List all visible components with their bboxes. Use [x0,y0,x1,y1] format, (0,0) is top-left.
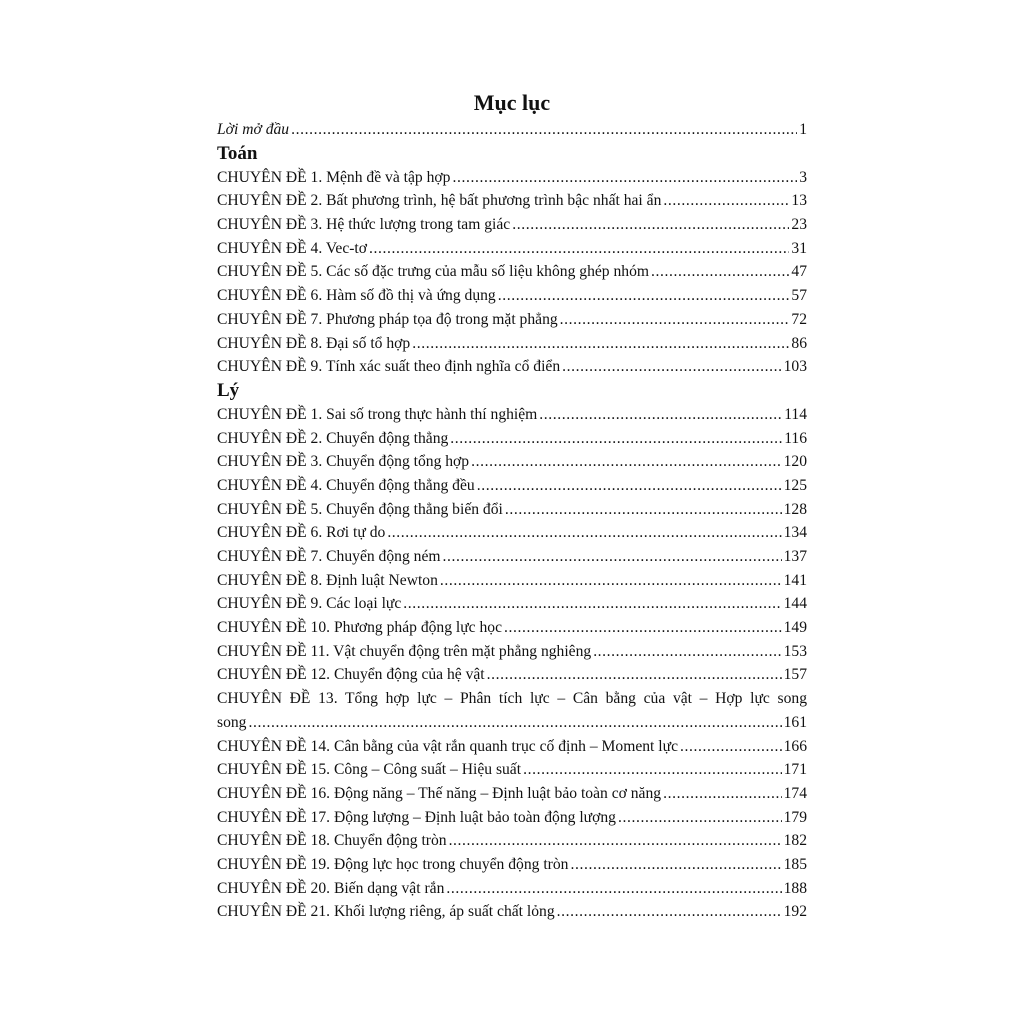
dot-leader [663,189,789,213]
toc-entry-label: CHUYÊN ĐỀ 18. Chuyển động tròn [217,832,447,850]
toc-page-number: 1 [799,121,807,138]
dot-leader [512,213,789,237]
toc-entry[interactable] [217,237,807,261]
toc-entry-label: CHUYÊN ĐỀ 6. Rơi tự do [217,524,386,542]
toc-page-number: 185 [783,855,807,873]
toc-entry[interactable] [217,521,807,545]
toc-entry[interactable] [217,758,807,782]
toc-entry-label: CHUYÊN ĐỀ 11. Vật chuyển động trên mặt phẳng nghiêng [217,642,592,660]
toc-entry-label: CHUYÊN ĐỀ 1. Mệnh đề và tập hợp [217,168,451,186]
toc-page-number: 114 [784,405,807,423]
toc-entry[interactable] [217,782,807,806]
toc-page-number: 171 [783,761,807,779]
page-title: Mục lục [473,90,551,115]
toc-page-number: 153 [783,642,807,660]
toc-page-number: 128 [783,500,807,518]
dot-leader [403,592,781,616]
toc-entry-label: CHUYÊN ĐỀ 5. Chuyển động thẳng biến đổi [217,500,503,518]
toc-entry[interactable] [217,877,807,901]
toc-entry[interactable] [217,474,807,498]
toc-entry-label: CHUYÊN ĐỀ 9. Tính xác suất theo định nghĩa cổ điển [217,358,561,376]
toc-entry[interactable] [217,403,807,427]
toc-entry[interactable] [217,900,807,924]
toc-entry[interactable] [217,498,807,522]
dot-leader [505,498,782,522]
toc-entry-intro[interactable] [217,118,807,142]
dot-leader [523,758,782,782]
toc-page-number: 120 [783,453,807,471]
toc-entry-label: CHUYÊN ĐỀ 7. Chuyển động ném [217,548,441,565]
toc-page-number: 141 [783,571,807,589]
toc-entry-label: CHUYÊN ĐỀ 2. Bất phương trình, hệ bất phương trình bậc nhất hai ẩn [217,192,662,210]
dot-leader [618,806,782,830]
toc-entry-label: CHUYÊN ĐỀ 6. Hàm số đồ thị và ứng dụng [217,287,496,305]
dot-leader [680,735,782,759]
toc-entry-label: CHUYÊN ĐỀ 3. Hệ thức lượng trong tam giác [217,216,511,234]
toc-page-number: 3 [799,168,807,186]
toc-entry[interactable] [217,640,807,664]
toc-entry-label: CHUYÊN ĐỀ 20. Biến dạng vật rắn [217,879,445,897]
toc-entry[interactable] [217,355,807,379]
dot-leader [412,332,789,356]
toc-entry-label: CHUYÊN ĐỀ 1. Sai số trong thực hành thí nghiệm [217,405,538,423]
toc-entry[interactable] [217,853,807,877]
dot-leader [471,450,782,474]
toc-entry-label: CHUYÊN ĐỀ 4. Chuyển động thẳng đều [217,476,475,494]
toc-entry-label: CHUYÊN ĐỀ 17. Động lượng – Định luật bảo toàn động lượng [217,808,616,826]
toc-entry-label: CHUYÊN ĐỀ 16. Động năng – Thế năng – Định luật bảo toàn cơ năng [217,784,662,802]
toc-entry-label: CHUYÊN ĐỀ 3. Chuyển động tổng hợp [217,453,470,471]
toc-entry-label: CHUYÊN ĐỀ 2. Chuyển động thẳng [217,429,449,447]
toc-entry[interactable] [217,260,807,284]
toc-page-number: 188 [783,879,807,897]
dot-leader [560,308,790,332]
toc-page-number: 182 [783,832,807,850]
dot-leader [440,569,782,593]
toc-entry[interactable] [217,735,807,759]
toc-entry-label: CHUYÊN ĐỀ 7. Phương pháp tọa độ trong mặt phẳng [217,310,558,328]
toc-entry-label: CHUYÊN ĐỀ 12. Chuyển động của hệ vật [217,666,485,684]
toc-entry-label-line2: song [217,713,247,731]
toc-page-number: 57 [791,287,807,305]
toc-entry-label: CHUYÊN ĐỀ 14. Cân bằng của vật rắn quanh trục cố định – Moment lực [217,737,678,755]
toc-page-number: 161 [783,713,807,731]
toc-page-number: 144 [783,595,807,613]
dot-leader [562,355,781,379]
toc-page-number: 157 [783,666,807,684]
toc-entry[interactable] [217,427,807,451]
toc-entry-label: CHUYÊN ĐỀ 8. Đại số tổ hợp [217,334,411,352]
toc-entry[interactable] [217,545,807,569]
dot-leader [477,474,782,498]
toc-entry[interactable] [217,308,807,332]
toc-page-number: 13 [791,192,807,210]
dot-leader [539,403,782,427]
toc-page-number: 134 [783,524,807,542]
toc-entry[interactable] [217,592,807,616]
toc-entry-label: CHUYÊN ĐỀ 9. Các loại lực [217,595,402,613]
toc-page-number: 31 [791,239,807,257]
toc-entry[interactable] [217,166,807,190]
toc-entry-label: CHUYÊN ĐỀ 5. Các số đặc trưng của mẫu số liệu không ghép nhóm [217,263,650,281]
toc-entry[interactable] [217,663,807,687]
table-of-contents [217,88,807,924]
toc-page-number: 86 [791,334,807,352]
toc-entry[interactable] [217,569,807,593]
dot-leader [387,521,781,545]
toc-entry[interactable] [217,189,807,213]
toc-page-number: 192 [783,903,807,921]
toc-entry-label: Lời mở đầu [217,121,290,138]
toc-entry-label: CHUYÊN ĐỀ 8. Định luật Newton [217,571,438,589]
dot-leader [651,260,789,284]
dot-leader [248,711,781,735]
dot-leader [450,427,782,451]
dot-leader [663,782,782,806]
toc-entry-label: CHUYÊN ĐỀ 4. Vec-tơ [217,239,368,257]
toc-page-number: 116 [784,429,807,447]
dot-leader [443,545,782,569]
toc-page-number: 103 [783,358,807,376]
toc-page-number: 149 [783,619,807,637]
toc-entry-label-line1: CHUYÊN ĐỀ 13. Tổng hợp lực – Phân tích lực – Cân bằng của vật – Hợp lực song [217,690,807,708]
toc-entry[interactable] [217,213,807,237]
dot-leader [487,663,782,687]
toc-entry[interactable] [217,616,807,640]
toc-page-number: 174 [783,784,807,802]
dot-leader [570,853,781,877]
toc-entry-wrapped[interactable] [217,687,807,734]
toc-page-number: 137 [783,548,807,565]
toc-entry-label: CHUYÊN ĐỀ 19. Động lực học trong chuyển động tròn [217,855,569,873]
dot-leader [452,166,797,190]
dot-leader [557,900,782,924]
toc-page-number: 72 [791,310,807,328]
section-heading-ly: Lý [217,379,240,401]
dot-leader [593,640,781,664]
dot-leader [449,829,782,853]
section-heading-toan: Toán [217,142,258,164]
toc-page-number: 179 [783,808,807,826]
toc-page-number: 23 [791,216,807,234]
dot-leader [504,616,782,640]
dot-leader [498,284,790,308]
toc-entry[interactable] [217,332,807,356]
toc-page-number: 47 [791,263,807,281]
toc-entry[interactable] [217,806,807,830]
dot-leader [446,877,781,901]
toc-page-number: 125 [783,476,807,494]
toc-entry[interactable] [217,284,807,308]
toc-entry[interactable] [217,450,807,474]
dot-leader [291,118,797,142]
toc-entry-label: CHUYÊN ĐỀ 10. Phương pháp động lực học [217,619,503,637]
dot-leader [369,237,789,261]
toc-entry-label: CHUYÊN ĐỀ 21. Khối lượng riêng, áp suất chất lỏng [217,903,555,921]
toc-entry-label: CHUYÊN ĐỀ 15. Công – Công suất – Hiệu suất [217,761,522,779]
toc-page-number: 166 [783,737,807,755]
toc-entry[interactable] [217,829,807,853]
